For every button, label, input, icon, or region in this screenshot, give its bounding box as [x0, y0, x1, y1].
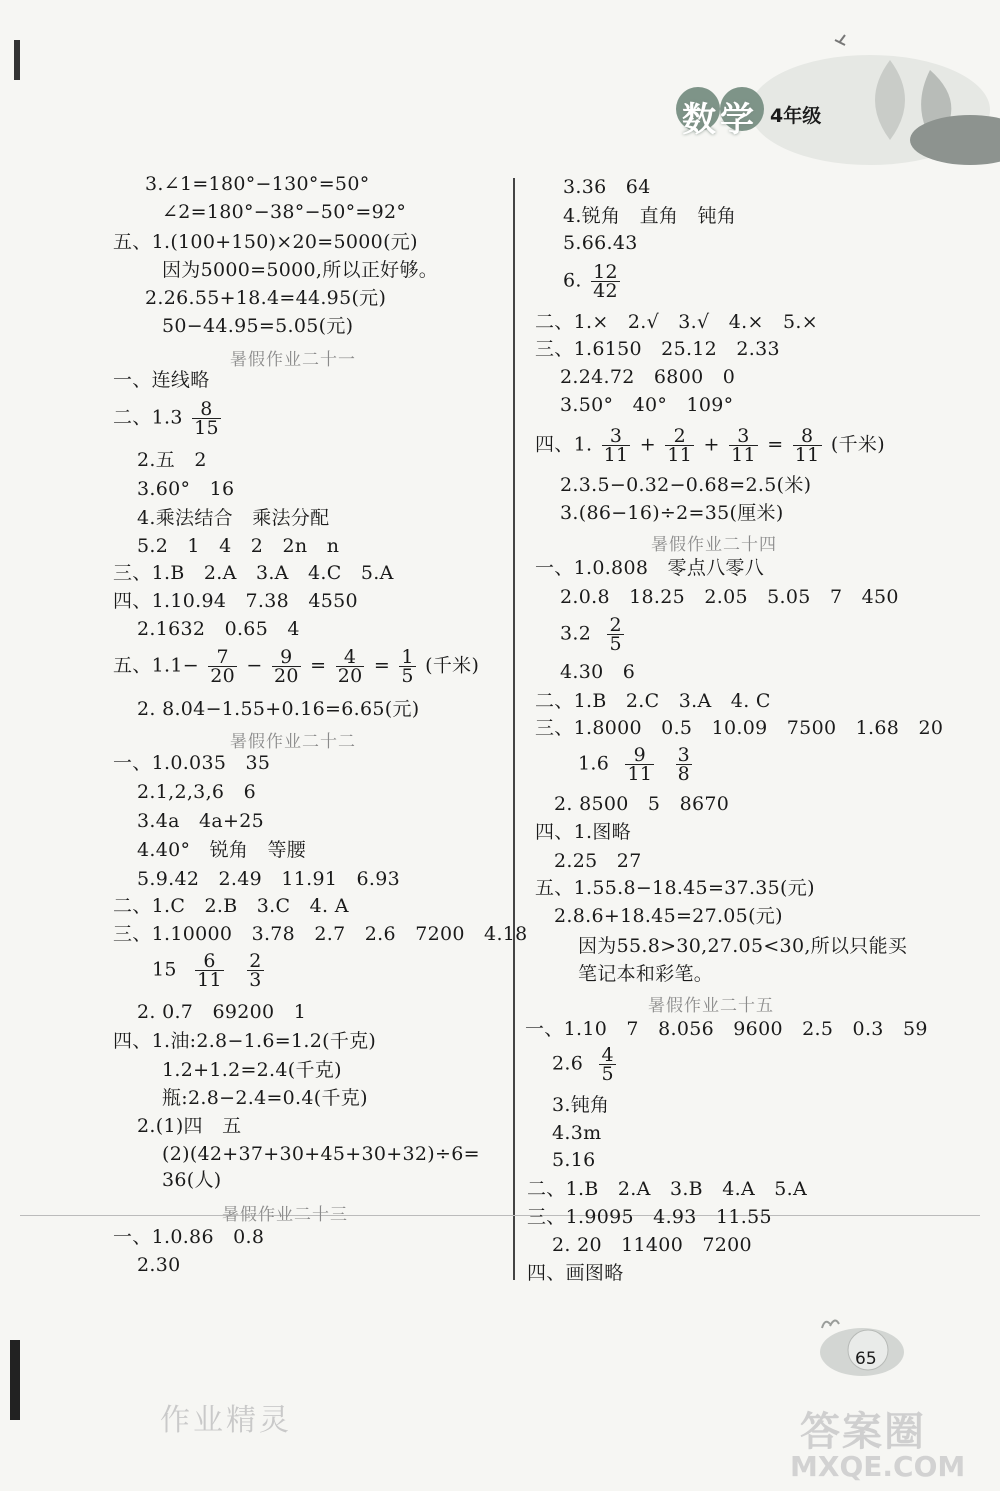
numerator: 8	[793, 427, 822, 446]
answer-line: 五、1.55.8−18.45=37.35(元)	[535, 877, 815, 899]
denominator: 11	[667, 444, 693, 466]
fraction	[729, 427, 758, 464]
denominator: 11	[627, 763, 653, 785]
answer-text: 3.2	[560, 622, 592, 645]
answer-line: 3.50° 40° 109°	[560, 394, 734, 416]
answer-line: 一、1.0.808 零点八零八	[535, 557, 765, 579]
answer-line: 笔记本和彩笔。	[578, 963, 714, 985]
section-title: 暑假作业二十五	[648, 996, 774, 1016]
answer-line	[113, 400, 224, 437]
answer-line: 3.(86−16)÷2=35(厘米)	[560, 502, 784, 524]
answer-line: 三、1.6150 25.12 2.33	[535, 338, 780, 360]
answer-line: 3.∠1=180°−130°=50°	[145, 173, 370, 195]
answer-line: 三、1.B 2.A 3.A 4.C 5.A	[113, 562, 394, 584]
snail-icon	[810, 1310, 920, 1380]
numerator: 12	[593, 261, 618, 283]
answer-line: 三、1.10000 3.78 2.7 2.6 7200 4.18	[113, 923, 528, 945]
fraction	[247, 952, 263, 989]
denominator: 8	[677, 763, 690, 785]
answer-line	[535, 427, 885, 464]
numerator: 3	[677, 744, 690, 766]
answer-line: 3.60° 16	[137, 478, 235, 500]
answer-line: 3.钝角	[552, 1094, 610, 1116]
answer-line: 一、连线略	[113, 369, 210, 391]
answer-line: 五、1.(100+150)×20=5000(元)	[113, 231, 418, 253]
answer-line: 2.1632 0.65 4	[137, 618, 300, 640]
answer-line: 因为5000=5000,所以正好够。	[162, 259, 439, 281]
answer-text: =	[373, 654, 391, 677]
answer-line: 2. 8.04−1.55+0.16=6.65(元)	[137, 698, 420, 720]
horizontal-rule	[20, 1215, 980, 1216]
answer-line	[563, 263, 623, 300]
answer-line	[578, 746, 695, 783]
answer-text: 五、1.1−	[113, 654, 199, 677]
numerator: 7	[208, 648, 237, 667]
answer-line: 瓶:2.8−2.4=0.4(千克)	[162, 1087, 368, 1109]
numerator: 2	[249, 950, 262, 972]
section-title: 暑假作业二十四	[651, 535, 777, 555]
numerator: 3	[729, 427, 758, 446]
answer-line	[560, 616, 627, 653]
column-divider	[513, 178, 515, 1280]
fraction	[607, 616, 623, 653]
denominator: 20	[337, 665, 363, 687]
subject-title: 数学	[682, 100, 758, 140]
answer-line: 2. 20 11400 7200	[552, 1234, 752, 1256]
fraction	[192, 400, 221, 437]
answer-line: 四、画图略	[527, 1262, 624, 1284]
answer-text: 6.	[563, 269, 582, 292]
answer-line: 4.30 6	[560, 661, 636, 683]
answer-line: 2.(1)四 五	[137, 1115, 242, 1137]
numerator: 9	[272, 648, 301, 667]
answer-line: 3.36 64	[563, 176, 651, 198]
answer-line: 2.25 27	[554, 850, 642, 872]
answer-text: 2.6	[552, 1052, 584, 1075]
denominator: 5	[609, 633, 622, 655]
answer-text: +	[639, 433, 657, 456]
answer-line: 一、1.0.035 35	[113, 752, 271, 774]
answer-line: 5.9.42 2.49 11.91 6.93	[137, 868, 401, 890]
fraction	[399, 648, 415, 685]
fraction	[793, 427, 822, 464]
denominator: 11	[794, 444, 820, 466]
answer-line: 2.30	[137, 1254, 181, 1276]
answer-line: 2.1,2,3,6 6	[137, 781, 256, 803]
answer-text: (千米)	[425, 654, 480, 677]
answer-line: 三、1.8000 0.5 10.09 7500 1.68 20	[535, 717, 944, 739]
grade-label: 4年级	[770, 105, 822, 127]
answer-line	[113, 648, 479, 685]
numerator: 4	[336, 648, 365, 667]
answer-text: =	[767, 433, 784, 456]
answer-line: 2.24.72 6800 0	[560, 366, 736, 388]
fraction	[195, 952, 224, 989]
answer-line	[152, 952, 267, 989]
answer-line: 2.8.6+18.45=27.05(元)	[554, 905, 783, 927]
denominator: 20	[210, 665, 236, 687]
answer-line: 四、1.油:2.8−1.6=1.2(千克)	[113, 1030, 377, 1052]
answer-line: 因为55.8>30,27.05<30,所以只能买	[578, 935, 908, 957]
numerator: 8	[192, 400, 221, 419]
answer-text: (千米)	[830, 433, 885, 456]
watermark-logo: 答案圈	[800, 1409, 926, 1455]
answer-text: 四、1.	[535, 433, 593, 456]
denominator: 11	[603, 444, 629, 466]
scan-mark	[14, 40, 20, 80]
fraction	[208, 648, 237, 685]
answer-line: 50−44.95=5.05(元)	[162, 315, 354, 337]
fraction	[625, 746, 654, 783]
numerator: 9	[625, 746, 654, 765]
fraction	[336, 648, 365, 685]
section-title: 暑假作业二十三	[222, 1205, 348, 1225]
fraction	[599, 1046, 615, 1083]
answer-line: 2.26.55+18.4=44.95(元)	[145, 287, 387, 309]
answer-line: 2. 8500 5 8670	[554, 793, 730, 815]
fraction	[676, 746, 692, 783]
answer-text: 1.6	[578, 752, 610, 775]
answer-text: +	[703, 433, 720, 456]
numerator: 4	[601, 1044, 614, 1066]
answer-line: 36(人)	[162, 1169, 222, 1191]
fraction	[591, 263, 620, 300]
denominator: 11	[731, 444, 756, 466]
answer-line	[552, 1046, 619, 1083]
answer-line: 二、1.C 2.B 3.C 4. A	[113, 895, 349, 917]
answer-line: (2)(42+37+30+45+30+32)÷6=	[162, 1143, 480, 1165]
answer-line: 5.2 1 4 2 2n n	[137, 535, 340, 557]
answer-line: 4.乘法结合 乘法分配	[137, 507, 330, 529]
answer-line: 2.3.5−0.32−0.68=2.5(米)	[560, 474, 812, 496]
denominator: 20	[273, 665, 299, 687]
denominator: 15	[194, 417, 219, 439]
section-title: 暑假作业二十二	[230, 732, 356, 752]
answer-line: 1.2+1.2=2.4(千克)	[162, 1059, 342, 1081]
numerator: 6	[195, 952, 224, 971]
fraction	[272, 648, 301, 685]
answer-text: =	[310, 654, 327, 677]
denominator: 11	[197, 969, 222, 991]
numerator: 2	[609, 614, 622, 636]
answer-line: 二、1.B 2.A 3.B 4.A 5.A	[527, 1178, 808, 1200]
answer-line: 二、1.B 2.C 3.A 4. C	[535, 690, 771, 712]
denominator: 42	[593, 280, 618, 302]
section-title: 暑假作业二十一	[230, 350, 356, 370]
answer-line: 2. 0.7 69200 1	[137, 1001, 307, 1023]
watermark-text: 作业精灵	[160, 1403, 292, 1438]
scan-mark	[10, 1340, 20, 1420]
answer-line: 4.40° 锐角 等腰	[137, 839, 307, 861]
watermark-url: MXQE.COM	[790, 1450, 966, 1483]
fraction	[602, 427, 631, 464]
answer-line: 二、1.× 2.√ 3.√ 4.× 5.×	[535, 311, 818, 333]
answer-line: 3.4a 4a+25	[137, 810, 265, 832]
answer-line: 三、1.9095 4.93 11.55	[527, 1206, 772, 1228]
denominator: 5	[401, 665, 414, 687]
answer-text: −	[246, 654, 263, 677]
answer-line: ∠2=180°−38°−50°=92°	[162, 201, 407, 223]
answer-line: 四、1.10.94 7.38 4550	[113, 590, 358, 612]
answer-line: 2.五 2	[137, 449, 207, 471]
answer-line: 一、1.0.86 0.8	[113, 1226, 265, 1248]
page-number: 65	[855, 1349, 877, 1369]
answer-line: 4.锐角 直角 钝角	[563, 205, 737, 227]
numerator: 1	[401, 646, 414, 668]
answer-line: 2.0.8 18.25 2.05 5.05 7 450	[560, 586, 899, 608]
numerator: 3	[602, 427, 631, 446]
answer-line: 5.66.43	[563, 232, 638, 254]
answer-line: 四、1.图略	[535, 821, 631, 843]
fraction	[665, 427, 694, 464]
answer-text: 二、1.3	[113, 406, 183, 429]
answer-line: 4.3m	[552, 1122, 602, 1144]
answer-line: 5.16	[552, 1149, 596, 1171]
numerator: 2	[665, 427, 694, 446]
answer-text: 15	[152, 958, 177, 981]
answer-line: 一、1.10 7 8.056 9600 2.5 0.3 59	[525, 1018, 928, 1040]
denominator: 3	[249, 969, 262, 991]
denominator: 5	[601, 1063, 614, 1085]
